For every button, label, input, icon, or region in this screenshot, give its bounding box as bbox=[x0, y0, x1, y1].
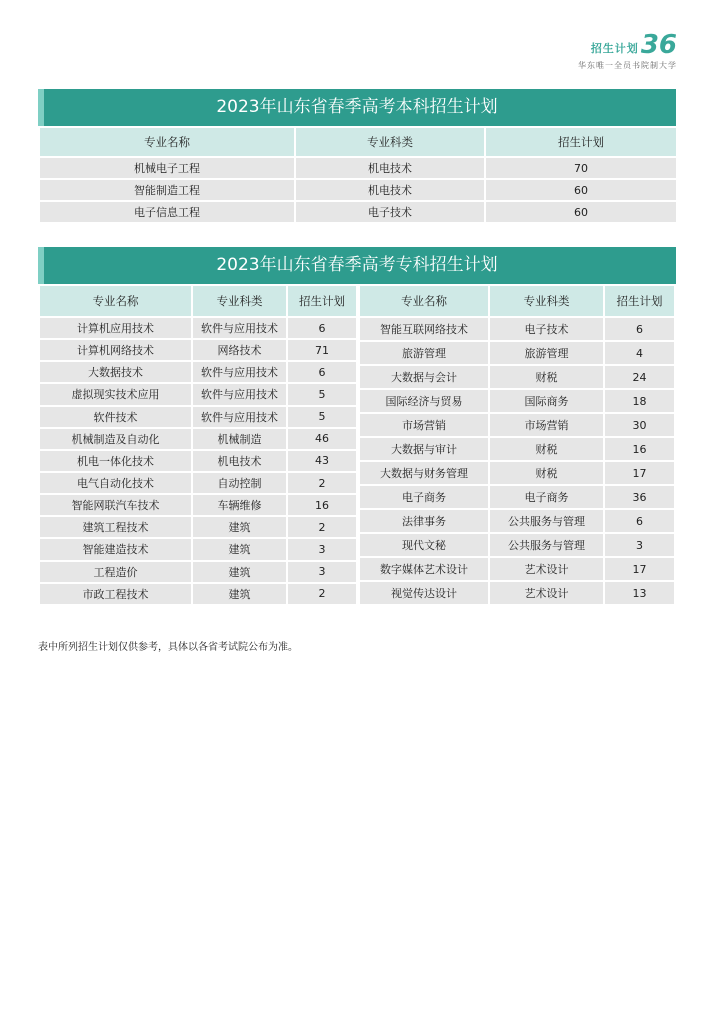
major-name-cell: 电子商务 bbox=[359, 485, 489, 509]
major-name-cell: 电气自动化技术 bbox=[39, 472, 192, 494]
table-row bbox=[39, 583, 357, 605]
enrollment-plan-cell: 71 bbox=[287, 339, 357, 361]
major-name-cell: 现代文秘 bbox=[359, 533, 489, 557]
major-name-cell: 智能网联汽车技术 bbox=[39, 494, 192, 516]
major-category-cell: 建筑 bbox=[192, 516, 287, 538]
column-header: 专业名称 bbox=[359, 285, 489, 317]
enrollment-plan-cell: 4 bbox=[604, 341, 675, 365]
major-category-cell: 车辆维修 bbox=[192, 494, 287, 516]
table-row bbox=[39, 561, 357, 583]
major-name-cell: 大数据与会计 bbox=[359, 365, 489, 389]
junior-college-title: 2023年山东省春季高考专科招生计划 bbox=[38, 247, 676, 284]
table-row bbox=[359, 317, 675, 341]
major-category-cell: 财税 bbox=[489, 461, 604, 485]
major-category-cell: 艺术设计 bbox=[489, 557, 604, 581]
table-row bbox=[39, 201, 677, 223]
table-row bbox=[39, 516, 357, 538]
column-header: 专业科类 bbox=[295, 127, 485, 157]
major-name-cell: 数字媒体艺术设计 bbox=[359, 557, 489, 581]
major-category-cell: 软件与应用技术 bbox=[192, 406, 287, 428]
enrollment-plan-cell: 17 bbox=[604, 557, 675, 581]
column-header: 专业名称 bbox=[39, 127, 295, 157]
enrollment-plan-cell: 46 bbox=[287, 428, 357, 450]
enrollment-plan-cell: 18 bbox=[604, 389, 675, 413]
enrollment-plan-cell: 2 bbox=[287, 583, 357, 605]
enrollment-plan-cell: 6 bbox=[287, 361, 357, 383]
table-row bbox=[359, 365, 675, 389]
enrollment-plan-cell: 5 bbox=[287, 406, 357, 428]
major-category-cell: 市场营销 bbox=[489, 413, 604, 437]
major-category-cell: 公共服务与管理 bbox=[489, 509, 604, 533]
major-name-cell: 大数据与审计 bbox=[359, 437, 489, 461]
enrollment-plan-cell: 6 bbox=[287, 317, 357, 339]
table-row bbox=[39, 339, 357, 361]
enrollment-plan-cell: 2 bbox=[287, 472, 357, 494]
junior-right-body bbox=[359, 317, 675, 605]
table-row bbox=[39, 383, 357, 405]
major-name-cell: 智能制造工程 bbox=[39, 179, 295, 201]
table-row bbox=[359, 533, 675, 557]
column-header: 招生计划 bbox=[604, 285, 675, 317]
major-name-cell: 大数据与财务管理 bbox=[359, 461, 489, 485]
table-row bbox=[39, 450, 357, 472]
table-row bbox=[39, 406, 357, 428]
major-category-cell: 国际商务 bbox=[489, 389, 604, 413]
major-name-cell: 计算机应用技术 bbox=[39, 317, 192, 339]
major-category-cell: 机电技术 bbox=[192, 450, 287, 472]
enrollment-plan-cell: 3 bbox=[604, 533, 675, 557]
table-header-row bbox=[39, 285, 357, 317]
major-name-cell: 国际经济与贸易 bbox=[359, 389, 489, 413]
major-category-cell: 网络技术 bbox=[192, 339, 287, 361]
table-row bbox=[39, 538, 357, 560]
major-category-cell: 电子商务 bbox=[489, 485, 604, 509]
enrollment-plan-cell: 16 bbox=[287, 494, 357, 516]
enrollment-plan-cell: 13 bbox=[604, 581, 675, 605]
table-row bbox=[39, 494, 357, 516]
table-row bbox=[359, 341, 675, 365]
major-category-cell: 财税 bbox=[489, 437, 604, 461]
undergrad-title: 2023年山东省春季高考本科招生计划 bbox=[38, 89, 676, 126]
enrollment-plan-cell: 5 bbox=[287, 383, 357, 405]
enrollment-plan-cell: 60 bbox=[485, 201, 677, 223]
table-row bbox=[359, 581, 675, 605]
major-name-cell: 机械制造及自动化 bbox=[39, 428, 192, 450]
major-name-cell: 市场营销 bbox=[359, 413, 489, 437]
major-category-cell: 建筑 bbox=[192, 583, 287, 605]
major-category-cell: 软件与应用技术 bbox=[192, 361, 287, 383]
major-name-cell: 市政工程技术 bbox=[39, 583, 192, 605]
header-subtitle: 华东唯一全员书院制大学 bbox=[578, 61, 677, 70]
major-category-cell: 自动控制 bbox=[192, 472, 287, 494]
junior-table-right bbox=[358, 284, 676, 606]
major-name-cell: 大数据技术 bbox=[39, 361, 192, 383]
page-header bbox=[578, 30, 677, 71]
major-name-cell: 机械电子工程 bbox=[39, 157, 295, 179]
enrollment-plan-cell: 36 bbox=[604, 485, 675, 509]
table-row bbox=[39, 361, 357, 383]
table-row bbox=[359, 509, 675, 533]
major-category-cell: 机电技术 bbox=[295, 179, 485, 201]
enrollment-plan-cell: 2 bbox=[287, 516, 357, 538]
table-header-row bbox=[359, 285, 675, 317]
table-row bbox=[359, 413, 675, 437]
enrollment-plan-cell: 24 bbox=[604, 365, 675, 389]
table-row bbox=[359, 557, 675, 581]
table-row bbox=[39, 428, 357, 450]
enrollment-plan-cell: 70 bbox=[485, 157, 677, 179]
table-row bbox=[39, 317, 357, 339]
major-name-cell: 法律事务 bbox=[359, 509, 489, 533]
enrollment-plan-cell: 17 bbox=[604, 461, 675, 485]
major-name-cell: 智能互联网络技术 bbox=[359, 317, 489, 341]
major-name-cell: 软件技术 bbox=[39, 406, 192, 428]
major-category-cell: 公共服务与管理 bbox=[489, 533, 604, 557]
column-header: 招生计划 bbox=[485, 127, 677, 157]
major-name-cell: 智能建造技术 bbox=[39, 538, 192, 560]
table-row bbox=[359, 437, 675, 461]
major-category-cell: 财税 bbox=[489, 365, 604, 389]
major-name-cell: 建筑工程技术 bbox=[39, 516, 192, 538]
enrollment-plan-cell: 6 bbox=[604, 509, 675, 533]
major-name-cell: 机电一体化技术 bbox=[39, 450, 192, 472]
junior-table-left bbox=[38, 284, 358, 606]
column-header: 专业科类 bbox=[192, 285, 287, 317]
major-category-cell: 艺术设计 bbox=[489, 581, 604, 605]
footnote: 表中所列招生计划仅供参考，具体以各省考试院公布为准。 bbox=[38, 642, 298, 653]
major-category-cell: 电子技术 bbox=[489, 317, 604, 341]
table-row bbox=[359, 389, 675, 413]
major-category-cell: 建筑 bbox=[192, 561, 287, 583]
enrollment-plan-cell: 6 bbox=[604, 317, 675, 341]
junior-left-body bbox=[39, 317, 357, 605]
major-name-cell: 虚拟现实技术应用 bbox=[39, 383, 192, 405]
section-label: 招生计划 bbox=[590, 42, 639, 55]
enrollment-plan-cell: 3 bbox=[287, 538, 357, 560]
column-header: 专业名称 bbox=[39, 285, 192, 317]
major-name-cell: 电子信息工程 bbox=[39, 201, 295, 223]
column-header: 专业科类 bbox=[489, 285, 604, 317]
major-category-cell: 旅游管理 bbox=[489, 341, 604, 365]
junior-college-section bbox=[38, 247, 676, 606]
table-row bbox=[359, 461, 675, 485]
enrollment-plan-cell: 16 bbox=[604, 437, 675, 461]
undergrad-section bbox=[38, 89, 676, 224]
enrollment-plan-cell: 60 bbox=[485, 179, 677, 201]
major-category-cell: 电子技术 bbox=[295, 201, 485, 223]
undergrad-table bbox=[38, 126, 678, 224]
major-name-cell: 工程造价 bbox=[39, 561, 192, 583]
enrollment-plan-cell: 43 bbox=[287, 450, 357, 472]
major-name-cell: 计算机网络技术 bbox=[39, 339, 192, 361]
major-name-cell: 旅游管理 bbox=[359, 341, 489, 365]
major-category-cell: 建筑 bbox=[192, 538, 287, 560]
major-category-cell: 软件与应用技术 bbox=[192, 383, 287, 405]
table-header-row bbox=[39, 127, 677, 157]
major-category-cell: 机械制造 bbox=[192, 428, 287, 450]
major-category-cell: 软件与应用技术 bbox=[192, 317, 287, 339]
enrollment-plan-cell: 30 bbox=[604, 413, 675, 437]
major-category-cell: 机电技术 bbox=[295, 157, 485, 179]
column-header: 招生计划 bbox=[287, 285, 357, 317]
table-row bbox=[39, 472, 357, 494]
page-number: 36 bbox=[640, 30, 677, 60]
enrollment-plan-cell: 3 bbox=[287, 561, 357, 583]
table-row bbox=[359, 485, 675, 509]
table-row bbox=[39, 157, 677, 179]
table-row bbox=[39, 179, 677, 201]
major-name-cell: 视觉传达设计 bbox=[359, 581, 489, 605]
undergrad-table-body bbox=[39, 157, 677, 223]
